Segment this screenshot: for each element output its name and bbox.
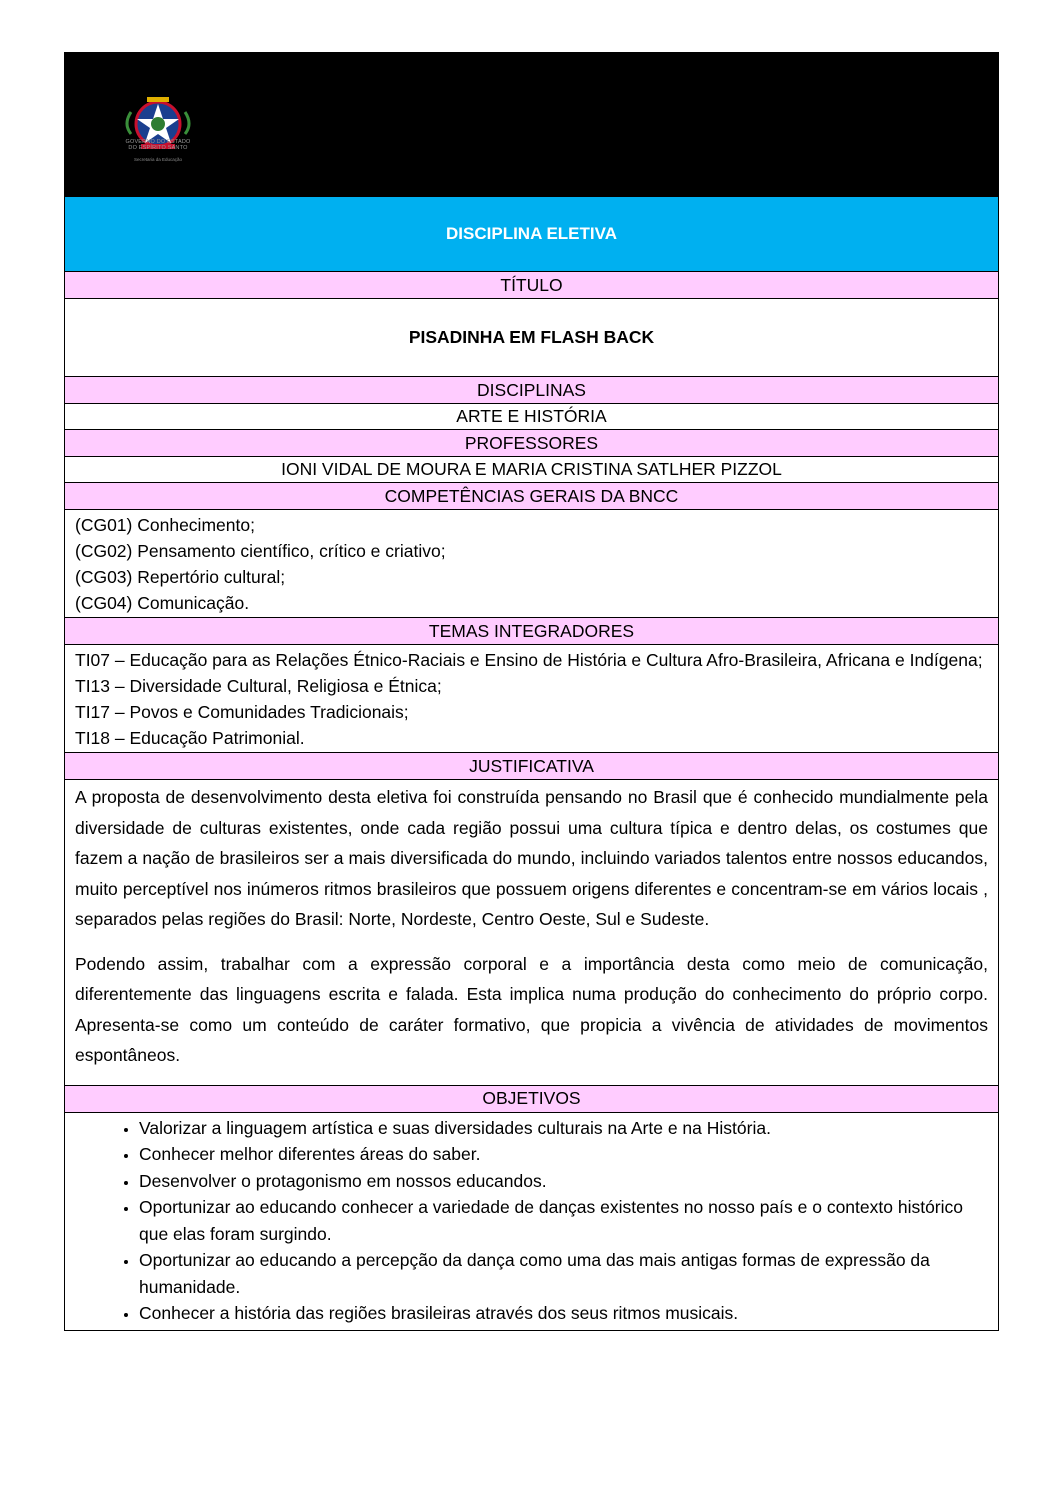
list-item: • Oportunizar ao educando conhecer a variedade de danças existentes no nosso país e o contexto histórico que elas foram surgindo. bbox=[139, 1194, 988, 1247]
disciplinas-label: DISCIPLINAS bbox=[65, 376, 998, 403]
professores-label: PROFESSORES bbox=[65, 429, 998, 456]
banner-title: DISCIPLINA ELETIVA bbox=[65, 196, 998, 271]
list-item: • Conhecer a história das regiões brasileiras através dos seus ritmos musicais. bbox=[139, 1300, 988, 1327]
paragraph: A proposta de desenvolvimento desta eletiva foi construída pensando no Brasil que é conhecido mundialmente pela diversidade de culturas existentes, onde cada região possui uma cultura típica e dentro delas, os costumes que fazem a nação de brasileiros ser a mais diversificada do mundo, incluindo variados talentos entre nossos educandos, muito perceptível nos inúmeros ritmos brasileiros que possuem origens diferentes e concentram-se em vários locais , separados pelas regiões do Brasil: Norte, Nordeste, Centro Oeste, Sul e Sudeste. bbox=[75, 787, 988, 929]
paragraph: Podendo assim, trabalhar com a expressão corporal e a importância desta como meio de comunicação, diferentemente das linguagens escrita e falada. Esta implica numa produção do conhecimento do próprio corpo. Apresenta-se como um conteúdo de caráter formativo, que propicia a vivência de atividades de movimentos espontâneos. bbox=[75, 953, 988, 1065]
logo-subcaption: Secretaria da Educação bbox=[133, 157, 183, 162]
list-item: • Desenvolver o protagonismo em nossos educandos. bbox=[139, 1168, 988, 1195]
list-item: • Oportunizar ao educando a percepção da dança como uma das mais antigas formas de expressão da humanidade. bbox=[139, 1247, 988, 1300]
list-item: TI13 – Diversidade Cultural, Religiosa e Étnica; bbox=[75, 676, 442, 696]
justificativa-label: JUSTIFICATIVA bbox=[65, 752, 998, 779]
header-black-band bbox=[65, 53, 998, 196]
temas-label: TEMAS INTEGRADORES bbox=[65, 617, 998, 644]
competencias-label: COMPETÊNCIAS GERAIS DA BNCC bbox=[65, 482, 998, 509]
objetivos-label: OBJETIVOS bbox=[65, 1085, 998, 1112]
objetivos-cell bbox=[65, 1112, 998, 1330]
list-item: (CG01) Conhecimento; bbox=[75, 515, 255, 535]
coat-of-arms-icon bbox=[117, 81, 199, 167]
disciplinas-value: ARTE E HISTÓRIA bbox=[65, 403, 998, 429]
list-item: TI18 – Educação Patrimonial. bbox=[75, 728, 305, 748]
list-item: TI17 – Povos e Comunidades Tradicionais; bbox=[75, 702, 409, 722]
list-item: (CG02) Pensamento científico, crítico e criativo; bbox=[75, 541, 446, 561]
list-item: • Valorizar a linguagem artística e suas diversidades culturais na Arte e na História. bbox=[139, 1115, 988, 1142]
logo-caption: GOVERNO DO ESTADO DO ESPÍRITO SANTO bbox=[125, 139, 191, 151]
professores-value: IONI VIDAL DE MOURA E MARIA CRISTINA SATLHER PIZZOL bbox=[65, 456, 998, 482]
list-item: (CG04) Comunicação. bbox=[75, 593, 250, 613]
list-item: (CG03) Repertório cultural; bbox=[75, 567, 286, 587]
titulo-value: PISADINHA EM FLASH BACK bbox=[65, 298, 998, 376]
list-item: • Conhecer melhor diferentes áreas do saber. bbox=[139, 1141, 988, 1168]
titulo-label: TÍTULO bbox=[65, 271, 998, 298]
document-table bbox=[64, 52, 999, 1331]
justificativa-text bbox=[65, 779, 998, 1085]
list-item: TI07 – Educação para as Relações Étnico-Raciais e Ensino de História e Cultura Afro-Brasileira, Africana e Indígena; bbox=[75, 650, 983, 670]
objetivos-list bbox=[65, 1113, 998, 1330]
competencias-list bbox=[65, 509, 998, 617]
temas-list bbox=[65, 644, 998, 752]
